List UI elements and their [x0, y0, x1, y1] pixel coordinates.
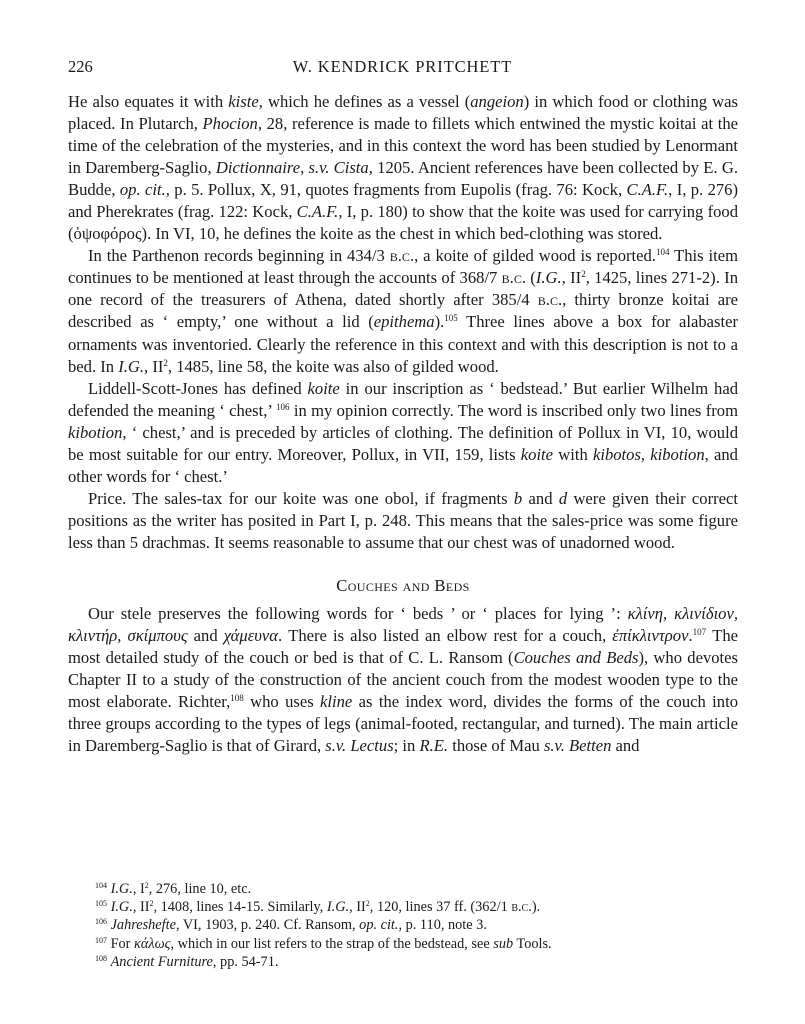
main-text: [68, 91, 738, 757]
running-head: W. KENDRICK PRITCHETT: [292, 57, 513, 76]
section-heading: Couches and Beds: [336, 575, 470, 595]
footnote-104: $^{104}$ I.G., $I^2$, 276, line 10, etc.: [95, 881, 252, 897]
footnote-105: $^{105}$ I.G., $II^2$, 1408, lines 14-15. Similarly, I.G., $II^2$, 120, lines 37 ff. (362/1 b.c.).: [95, 899, 541, 916]
page-header: [68, 57, 737, 79]
greek-text: χάμευνα: [223, 626, 278, 646]
footnote-108: $^{108}$ Ancient Furniture, pp. 54-71.: [95, 953, 279, 970]
footnote-ref-105: 105: [444, 313, 458, 324]
page-number: 226: [68, 57, 93, 76]
footnotes: [95, 880, 735, 971]
paragraph-lsj-definition: Liddell-Scott-Jones has defined koite in our inscription as ‘ bedstead.’ But earlier Wilhelm had defended the meaning ‘ chest,’ $^{106}$ in my opinion correctly. The word is inscribed only two lines from kibotion, ‘ chest,’ and is preceded by articles of clothing. The definition of Pollux in VI, 10, would be most suitable for our entry. Moreover, Pollux, in VII, 159, lists koite with kibotos, kibotion, and other words for ‘ chest.’: [68, 378, 738, 486]
footnote-ref-106: 106: [276, 401, 290, 412]
greek-text: κάλως: [134, 935, 171, 952]
paragraph-parthenon-records: In the Parthenon records beginning in 434/3 b.c., a koite of gilded wood is reported.$^{104}$ This item continues to be mentioned at least through the accounts of 368/7 b.c. (I.G., $II^2$, 1425, lines 271-2). In one record of the treasurers of Athena, dated shortly after 385/4 b.c., thirty bronze koitai are described as ‘ empty,’ one without a lid (epithema).$^{105}$ Three lines above a box for alabaster ornaments was inventoried. Clearly the reference in this context and with this description is not to a bed. In I.G., $II^2$, 1485, line 58, the koite was also of gilded wood.: [68, 246, 739, 376]
greek-text: κλίνη, κλινίδιον, κλιντήρ, σκίμπους: [68, 603, 738, 646]
greek-text: ἐπίκλιντρον: [612, 626, 689, 646]
footnote-107: $^{107}$ For κάλως, which in our list refers to the strap of the bedstead, see sub Tools.: [95, 935, 552, 952]
footnote-ref-107: 107: [692, 627, 707, 638]
paragraph-couches-and-beds: Our stele preserves the following words for ‘ beds ’ or ‘ places for lying ’: κλίνη, κλινίδιον, κλιντήρ, σκίμπους and χάμευνα. There is also listed an elbow rest for a couch, ἐπίκλιντρον.$^{107}$ The most detailed study of the couch or bed is that of C. L. Ransom (Couches and Beds), who devotes Chapter II to a study of the construction of the ancient couch from the modest wooden type to the most elaborate. Richter,$^{108}$ who uses kline as the index word, divides the forms of the couch into three groups according to the types of legs (animal-footed, rectangular, and turned). The main article in Daremberg-Saglio is that of Girard, s.v. Lectus; in R.E. those of Mau s.v. Betten and: [68, 603, 738, 756]
footnote-ref-108: 108: [230, 693, 244, 704]
paragraph-price: Price. The sales-tax for our koite was one obol, if fragments b and d were given their correct positions as the writer has posited in Part I, p. 248. This means that the sales-price was some figure less than 5 drachmas. It seems reasonable to assume that our chest was of unadorned wood.: [68, 488, 738, 552]
footnote-ref-104: 104: [655, 247, 670, 258]
footnote-106: $^{106}$ Jahreshefte, VI, 1903, p. 240. Cf. Ransom, op. cit., p. 110, note 3.: [95, 917, 487, 934]
paragraph-kiste: He also equates it with kiste, which he defines as a vessel (angeion) in which food or clothing was placed. In Plutarch, Phocion, 28, reference is made to fillets which entwined the mystic koitai at the time of the celebration of the mysteries, and in this context the word has been studied by Lenormant in Daremberg-Saglio, Dictionnaire, s.v. Cista, 1205. Ancient references have been collected by E. G. Budde, op. cit., p. 5. Pollux, X, 91, quotes fragments from Eupolis (frag. 76: Kock, C.A.F., I, p. 276) and Pherekrates (frag. 122: Kock, C.A.F., I, p. 180) to show that the koite was used for carrying food (ὀψοφόρος). In VI, 10, he defines the koite as the chest in which bed-clothing was stored.: [68, 92, 739, 244]
greek-text: ὀψοφόρος: [73, 224, 142, 244]
